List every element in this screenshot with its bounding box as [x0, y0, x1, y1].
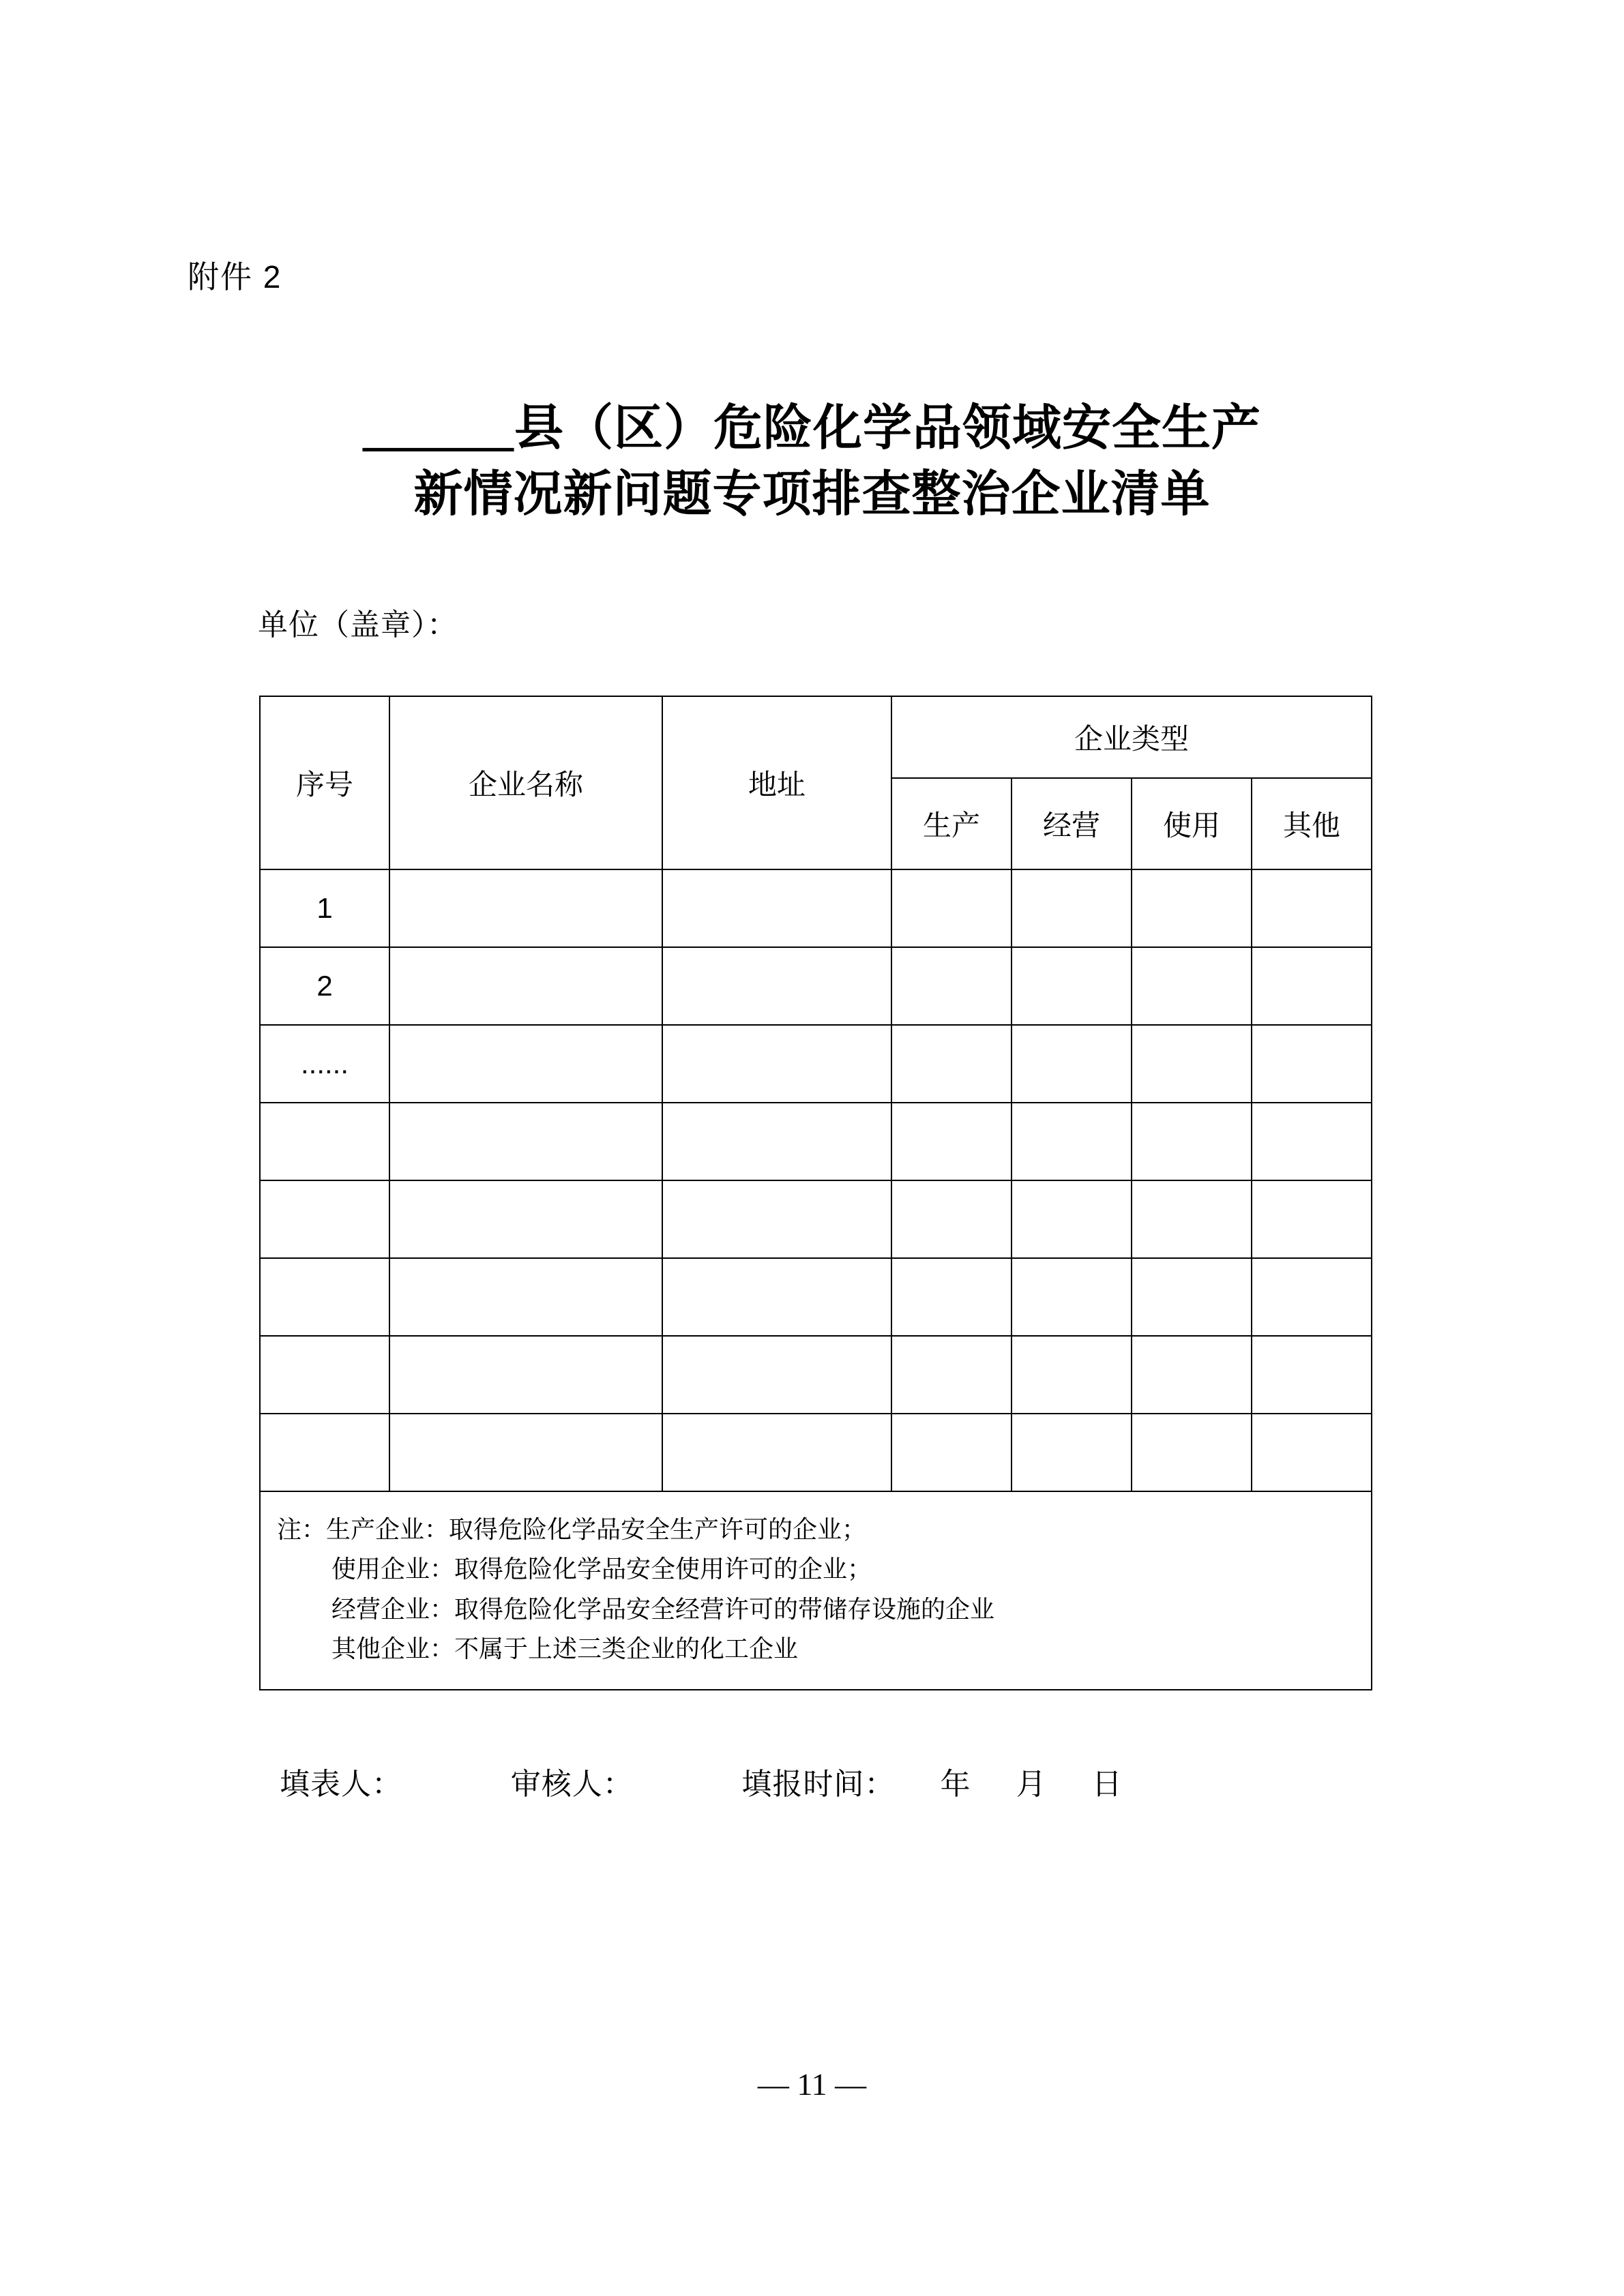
table-row: [260, 1180, 1372, 1258]
table-row: [260, 1103, 1372, 1180]
cell-operate[interactable]: [1012, 1180, 1132, 1258]
attachment-label: 附件 2: [188, 259, 282, 295]
cell-seq[interactable]: ......: [260, 1025, 389, 1103]
cell-operate[interactable]: [1012, 1025, 1132, 1103]
cell-operate[interactable]: [1012, 1258, 1132, 1336]
cell-produce[interactable]: [891, 1180, 1012, 1258]
page-title-line-1: ______县（区）危险化学品领域安全生产: [362, 401, 1261, 456]
cell-seq[interactable]: 2: [260, 947, 389, 1025]
cell-other[interactable]: [1252, 1258, 1372, 1336]
cell-name[interactable]: [389, 1025, 662, 1103]
cell-other[interactable]: [1252, 1336, 1372, 1414]
cell-address[interactable]: [662, 1180, 891, 1258]
cell-other[interactable]: [1252, 1025, 1372, 1103]
cell-other[interactable]: [1252, 947, 1372, 1025]
table-row: [260, 869, 1372, 947]
cell-produce[interactable]: [891, 947, 1012, 1025]
cell-seq[interactable]: [260, 1258, 389, 1336]
cell-seq[interactable]: [260, 1103, 389, 1180]
cell-operate[interactable]: [1012, 869, 1132, 947]
cell-use[interactable]: [1132, 1103, 1252, 1180]
cell-name[interactable]: [389, 1180, 662, 1258]
cell-use[interactable]: [1132, 947, 1252, 1025]
cell-produce[interactable]: [891, 1258, 1012, 1336]
enterprise-list-table: [259, 696, 1372, 1690]
header-type-use: 使用: [1132, 778, 1252, 869]
cell-seq[interactable]: [260, 1414, 389, 1491]
cell-address[interactable]: [662, 1414, 891, 1491]
cell-address[interactable]: [662, 1258, 891, 1336]
cell-name[interactable]: [389, 1414, 662, 1491]
cell-operate[interactable]: [1012, 1414, 1132, 1491]
cell-use[interactable]: [1132, 1180, 1252, 1258]
page-title: [0, 396, 1624, 528]
cell-name[interactable]: [389, 947, 662, 1025]
cell-name[interactable]: [389, 1336, 662, 1414]
header-type-other: 其他: [1252, 778, 1372, 869]
header-enterprise-name: 企业名称: [389, 696, 662, 869]
table-row: [260, 1336, 1372, 1414]
cell-name[interactable]: [389, 869, 662, 947]
table-row: [260, 947, 1372, 1025]
cell-other[interactable]: [1252, 1414, 1372, 1491]
cell-use[interactable]: [1132, 1025, 1252, 1103]
cell-address[interactable]: [662, 1103, 891, 1180]
cell-produce[interactable]: [891, 1025, 1012, 1103]
form-footer-fields: 填表人： 审核人： 填报时间： 年 月 日: [280, 1768, 1123, 1801]
cell-other[interactable]: [1252, 869, 1372, 947]
cell-address[interactable]: [662, 1025, 891, 1103]
cell-address[interactable]: [662, 1336, 891, 1414]
table-row: [260, 1025, 1372, 1103]
note-line-2: 使用企业：取得危险化学品安全使用许可的企业；: [277, 1555, 872, 1583]
cell-operate[interactable]: [1012, 1103, 1132, 1180]
cell-name[interactable]: [389, 1103, 662, 1180]
note-line-3: 经营企业：取得危险化学品安全经营许可的带储存设施的企业: [277, 1594, 995, 1623]
cell-other[interactable]: [1252, 1180, 1372, 1258]
cell-operate[interactable]: [1012, 1336, 1132, 1414]
header-address: 地址: [662, 696, 891, 869]
cell-operate[interactable]: [1012, 947, 1132, 1025]
cell-use[interactable]: [1132, 1258, 1252, 1336]
cell-produce[interactable]: [891, 1336, 1012, 1414]
cell-address[interactable]: [662, 869, 891, 947]
table-row: [260, 1258, 1372, 1336]
header-seq: 序号: [260, 696, 389, 869]
header-type-produce: 生产: [891, 778, 1012, 869]
page-title-line-2: 新情况新问题专项排查整治企业清单: [413, 467, 1211, 522]
cell-produce[interactable]: [891, 869, 1012, 947]
cell-seq[interactable]: 1: [260, 869, 389, 947]
header-enterprise-type-group: 企业类型: [891, 696, 1372, 778]
cell-other[interactable]: [1252, 1103, 1372, 1180]
header-type-operate: 经营: [1012, 778, 1132, 869]
cell-seq[interactable]: [260, 1180, 389, 1258]
cell-use[interactable]: [1132, 1414, 1252, 1491]
note-line-4: 其他企业：不属于上述三类企业的化工企业: [277, 1634, 799, 1663]
cell-use[interactable]: [1132, 1336, 1252, 1414]
cell-address[interactable]: [662, 947, 891, 1025]
page-number: — 11 —: [757, 2067, 867, 2102]
table-row: [260, 1414, 1372, 1491]
cell-seq[interactable]: [260, 1336, 389, 1414]
cell-use[interactable]: [1132, 869, 1252, 947]
cell-produce[interactable]: [891, 1414, 1012, 1491]
note-line-1: 注：生产企业：取得危险化学品安全生产许可的企业；: [277, 1515, 867, 1543]
cell-name[interactable]: [389, 1258, 662, 1336]
cell-produce[interactable]: [891, 1103, 1012, 1180]
table-notes: [260, 1491, 1372, 1690]
table-notes-row: [260, 1491, 1372, 1690]
table-header-row-1: [260, 696, 1372, 778]
unit-seal-label: 单位（盖章）：: [258, 608, 458, 642]
